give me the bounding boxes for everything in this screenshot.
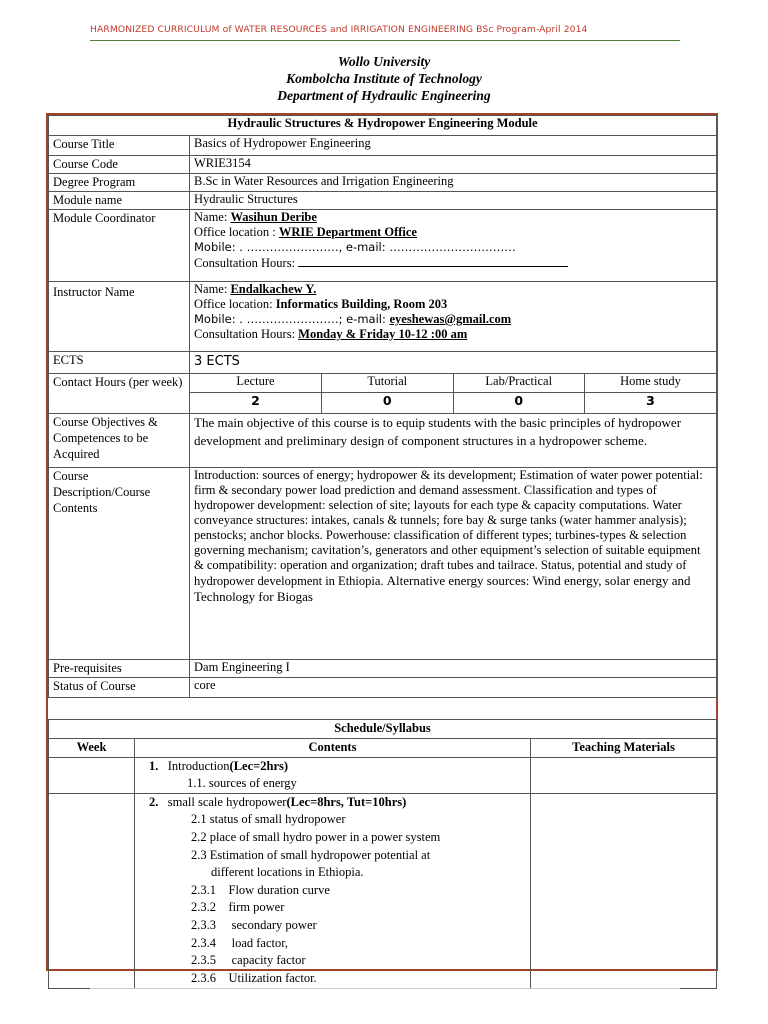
- description-value: Introduction: sources of energy; hydropower & its development; Estimation of water power potential: firm & secondary power load prediction and demand assessment. Classification and types of hydropower development: selection of site; layouts for each type & capacity computations. Water conveyance structures: intakes, canals & tunnels; fore bay & surge tanks (water hammer analysis); penstocks; anchor blocks. Powerhouse: classification of different types; turbines-types & selection governing mechanism; cavitation’s, generators and other equipment’s selection of suitable equipment & compatibility: operation and organization; draft tubes and tailrace. Status, potential and study of hydropower development in Ethiopia. Alternative energy sources: Wind energy, solar energy and Technology for Biogas: [190, 468, 717, 660]
- header-rule: [90, 40, 680, 41]
- schedule-table: [48, 719, 717, 989]
- row-course-title: [49, 136, 717, 156]
- materials-cell-1: [531, 757, 717, 793]
- ects-label: ECTS: [49, 352, 190, 374]
- course-code-value: WRIE3154: [190, 156, 717, 174]
- department-name: Department of Hydraulic Engineering: [277, 88, 491, 103]
- home-study-hours: 3: [585, 392, 717, 413]
- schedule-row-1: [49, 757, 717, 793]
- lab-hours: 0: [453, 392, 585, 413]
- week-cell-2: [49, 793, 135, 988]
- module-name-label: Module name: [49, 192, 190, 210]
- row-contact-hours: [49, 374, 717, 414]
- instructor-name: Endalkachew Y.: [230, 282, 317, 296]
- row-module-name: [49, 192, 717, 210]
- materials-cell-2: [531, 793, 717, 988]
- instructor-office: Informatics Building, Room 203: [275, 297, 448, 311]
- lecture-header: Lecture: [190, 374, 322, 392]
- row-instructor: [49, 282, 717, 352]
- chapter-1-contents: 1. Introduction(Lec=2hrs) 1.1. sources of energy: [135, 757, 531, 793]
- prerequisites-label: Pre-requisites: [49, 660, 190, 678]
- row-prerequisites: [49, 660, 717, 678]
- module-name-value: Hydraulic Structures: [190, 192, 717, 210]
- row-description: [49, 468, 717, 660]
- module-title: Hydraulic Structures & Hydropower Engineering Module: [49, 116, 717, 136]
- row-course-code: [49, 156, 717, 174]
- objectives-label: Course Objectives & Competences to be Acquired: [49, 414, 190, 468]
- week-cell-1: [49, 757, 135, 793]
- row-ects: [49, 352, 717, 374]
- institute-name: Kombolcha Institute of Technology: [286, 71, 482, 86]
- row-objectives: [49, 414, 717, 468]
- coordinator-label: Module Coordinator: [49, 210, 190, 282]
- coordinator-office: WRIE Department Office: [278, 225, 417, 239]
- instructor-email[interactable]: eyeshewas@gmail.com: [389, 312, 512, 326]
- row-module-coordinator: [49, 210, 717, 282]
- instructor-details: Name: Endalkachew Y. Office location: Informatics Building, Room 203 Mobile: . ……………………; e-mail: eyeshewas@gmail.com Consultation Hours: Monday & Friday 10-12 :00 am: [190, 282, 717, 352]
- course-title-value: Basics of Hydropower Engineering: [190, 136, 717, 156]
- prerequisites-value: Dam Engineering I: [190, 660, 717, 678]
- instructor-consult-hours: Monday & Friday 10-12 :00 am: [298, 327, 468, 341]
- course-title-label: Course Title: [49, 136, 190, 156]
- degree-program-value: B.Sc in Water Resources and Irrigation Engineering: [190, 174, 717, 192]
- tutorial-hours: 0: [322, 392, 454, 413]
- status-value: core: [190, 678, 717, 698]
- degree-program-label: Degree Program: [49, 174, 190, 192]
- coordinator-details: Name: Wasihun Deribe Office location : WRIE Department Office Mobile: . ……………………, e-mail: …………………………… Consultation Hours:: [190, 210, 717, 282]
- lecture-hours: 2: [251, 392, 260, 408]
- course-code-label: Course Code: [49, 156, 190, 174]
- description-label: Course Description/Course Contents: [49, 468, 190, 660]
- materials-header: Teaching Materials: [531, 738, 717, 757]
- row-degree-program: [49, 174, 717, 192]
- row-status: [49, 678, 717, 698]
- week-header: Week: [49, 738, 135, 757]
- instructor-label: Instructor Name: [49, 282, 190, 352]
- footer-rule: [90, 988, 680, 989]
- lab-header: Lab/Practical: [453, 374, 585, 392]
- consultation-blank: [298, 255, 568, 267]
- schedule-row-2: [49, 793, 717, 988]
- tutorial-header: Tutorial: [322, 374, 454, 392]
- running-header: HARMONIZED CURRICULUM of WATER RESOURCES and IRRIGATION ENGINEERING BSc Program-April 2014: [90, 24, 588, 35]
- university-name: Wollo University: [337, 54, 431, 69]
- status-label: Status of Course: [49, 678, 190, 698]
- ects-value: 3 ECTS: [190, 352, 717, 374]
- course-info-table: [48, 115, 717, 698]
- contents-header: Contents: [135, 738, 531, 757]
- coordinator-name: Wasihun Deribe: [230, 210, 317, 224]
- chapter-2-contents: 2. small scale hydropower(Lec=8hrs, Tut=10hrs) 2.1 status of small hydropower 2.2 place of small hydro power in a power system 2.3 Estimation of small hydropower potential at different locations in Ethiopia. 2.3.1 Flow duration curve 2.3.2 firm power 2.3.3 secondary power 2.3.4 load factor, 2.3.5 capacity factor 2.3.6 Utilization factor.: [135, 793, 531, 988]
- coordinator-contact: Mobile: . ……………………, e-mail: ……………………………: [194, 240, 516, 254]
- home-study-header: Home study: [585, 374, 717, 392]
- contact-hours-label: Contact Hours (per week): [49, 374, 190, 414]
- contact-hours-grid: [190, 374, 717, 414]
- objectives-value: The main objective of this course is to equip students with the basic principles of hydropower development and preliminary design of component structures in a hydropower scheme.: [190, 414, 717, 468]
- schedule-title: Schedule/Syllabus: [49, 720, 717, 739]
